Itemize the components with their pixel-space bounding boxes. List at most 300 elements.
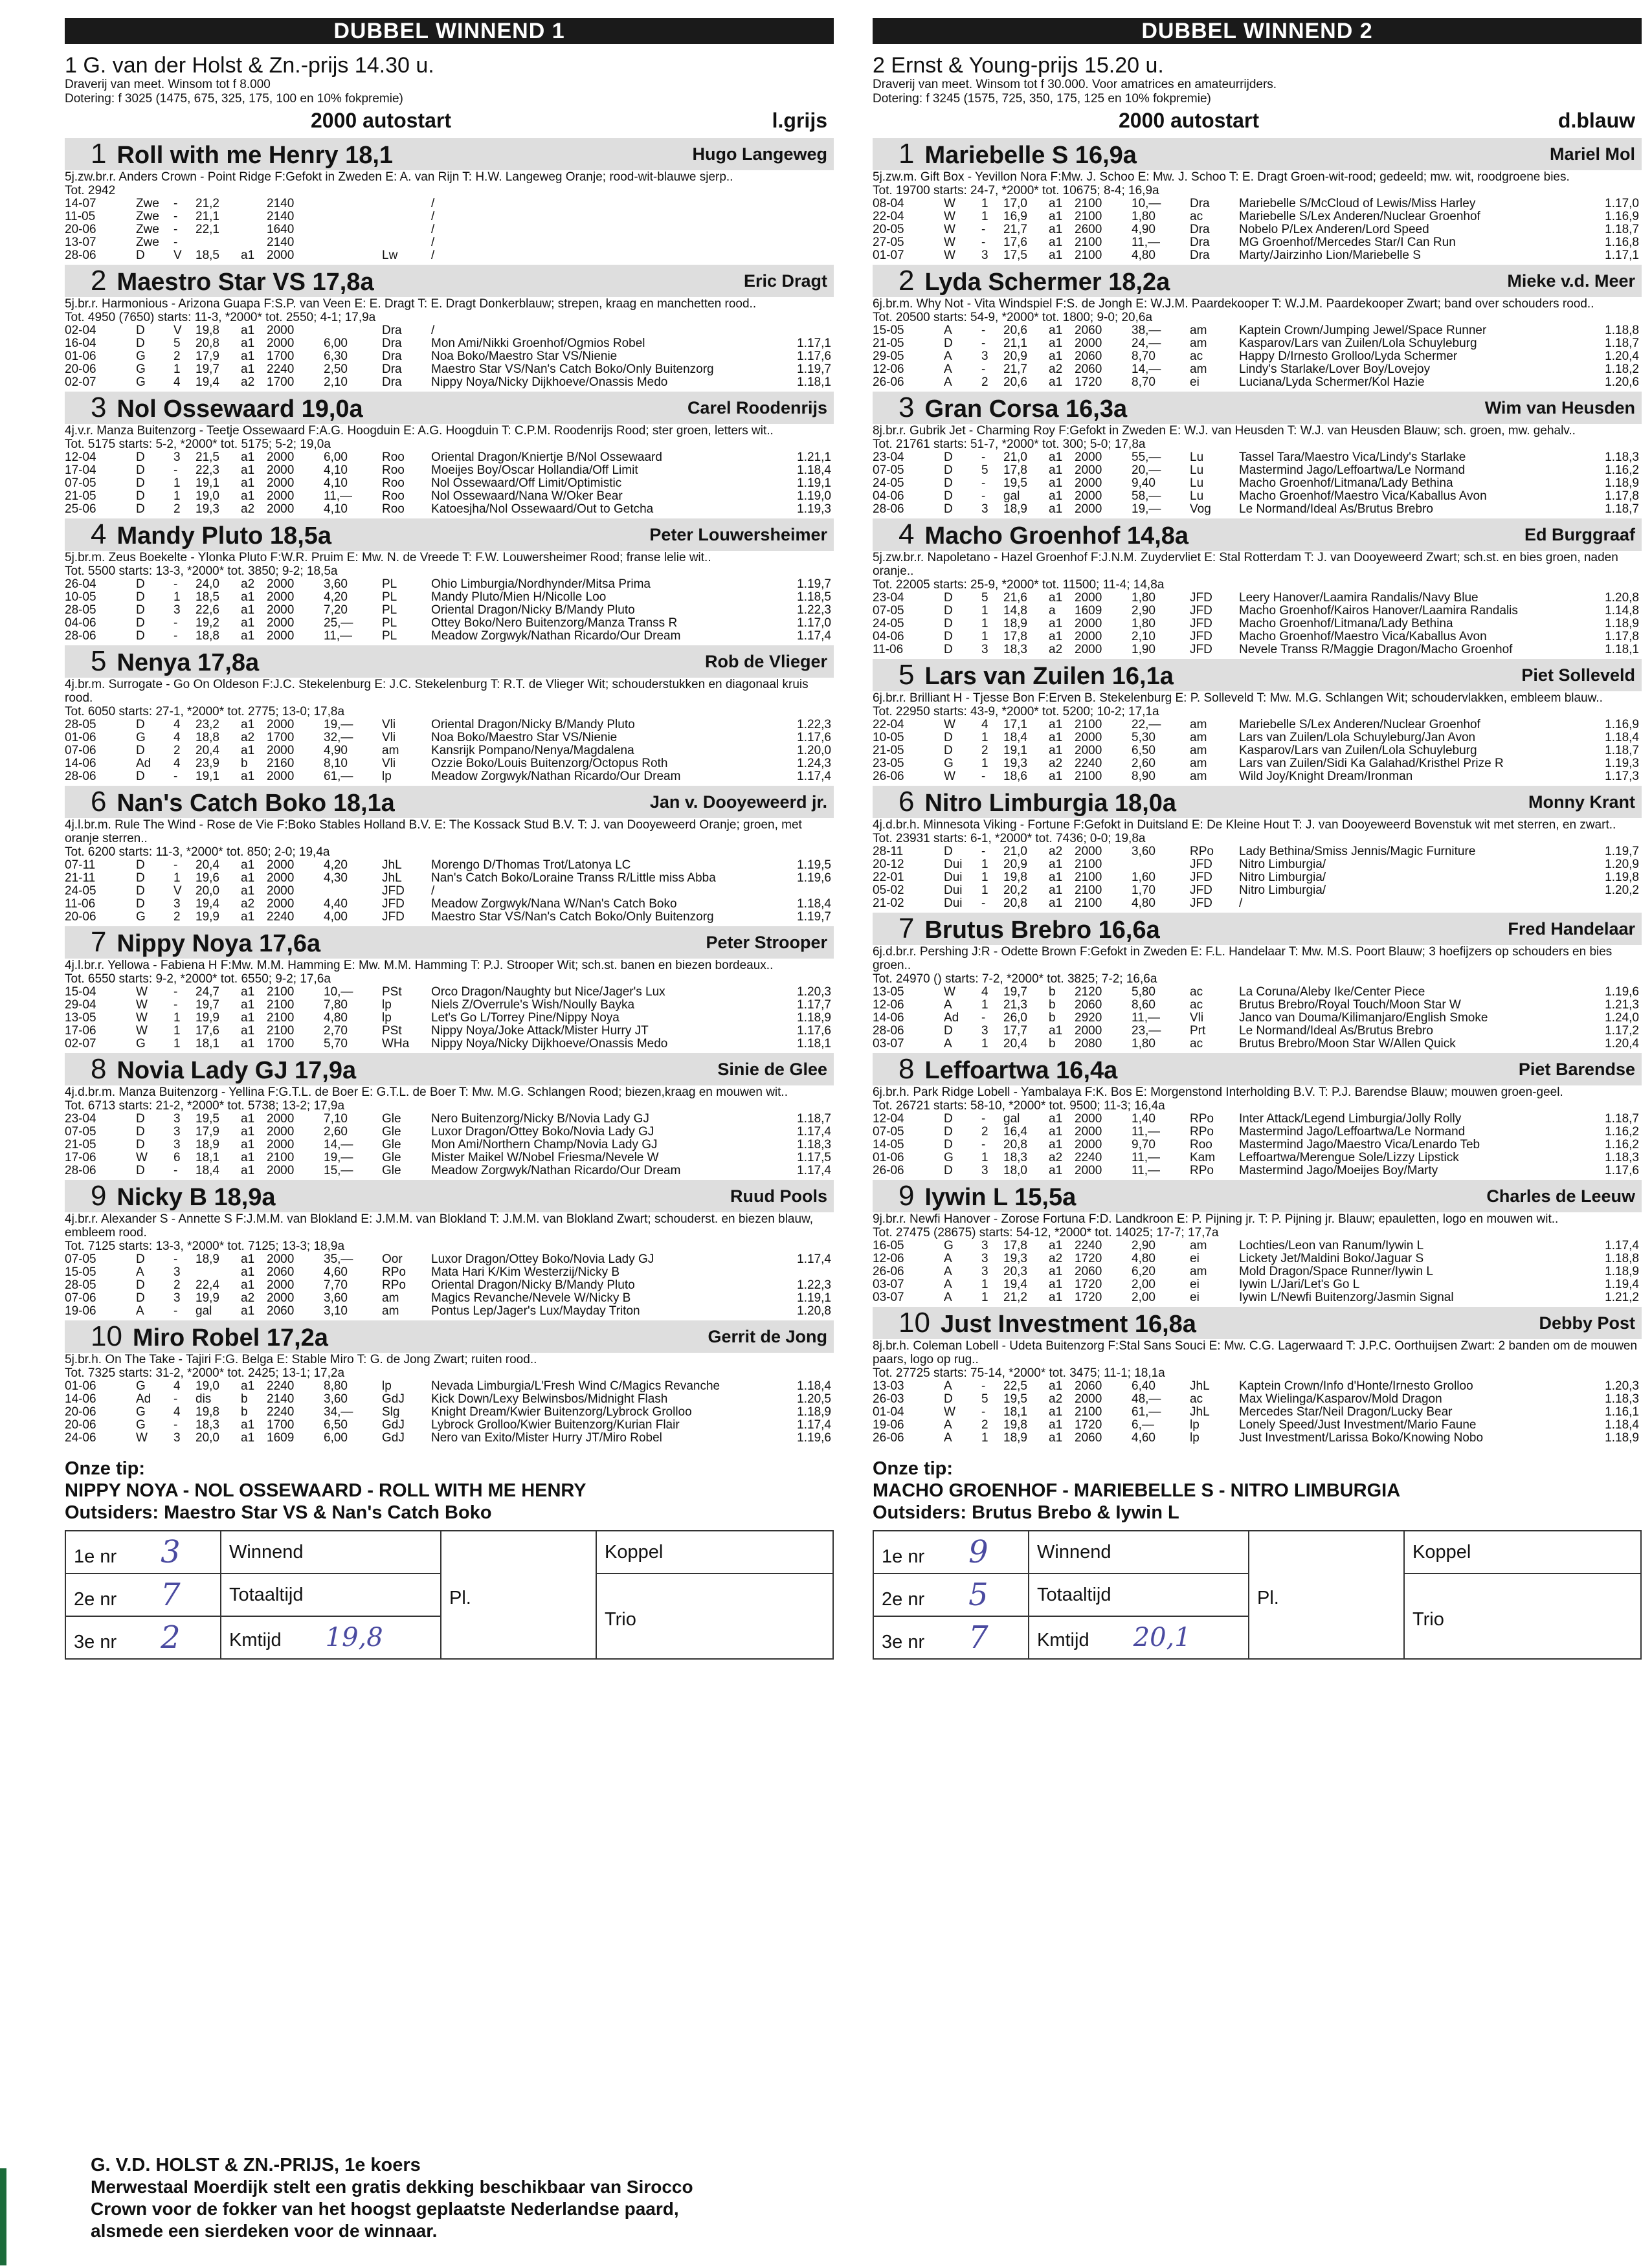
result-cell: Mastermind Jago/Leffoartwa/Le Normand — [1239, 463, 1466, 477]
result-row — [65, 859, 834, 872]
result-cell: PL — [382, 603, 397, 617]
result-cell: 1.18,9 — [1605, 476, 1639, 490]
horse-driver: Ed Burggraaf — [1524, 524, 1635, 544]
result-cell: 17,0 — [1003, 197, 1027, 210]
result-cell: a — [1049, 604, 1056, 617]
result-cell: 6,— — [1132, 1418, 1154, 1432]
form-trio[interactable] — [1404, 1573, 1641, 1659]
result-cell: Dra — [1190, 197, 1210, 210]
result-cell: 23,— — [1132, 1024, 1161, 1038]
result-cell: 16,4 — [1003, 1125, 1027, 1139]
result-cell: PL — [382, 629, 397, 643]
form-row-2[interactable] — [873, 1573, 1029, 1616]
result-cell: 17,8 — [1003, 463, 1027, 477]
edge-marker — [0, 2168, 6, 2265]
result-cell: 1.18,3 — [797, 1138, 831, 1151]
form-totaaltijd[interactable]: Totaaltijd — [1029, 1573, 1249, 1616]
result-cell: 1.18,9 — [1605, 1431, 1639, 1445]
result-cell: Noa Boko/Maestro Star VS/Nienie — [431, 731, 618, 744]
result-cell: 28-06 — [65, 770, 96, 783]
result-cell: 19,8 — [195, 1405, 219, 1419]
result-cell: G — [136, 1405, 146, 1419]
footer-line: Merwestaal Moerdijk stelt een gratis dekking beschikbaar van Sirocco — [91, 2177, 693, 2197]
result-cell: 18,1 — [195, 1151, 219, 1164]
horse-name: Lyda Schermer 18,2a — [924, 269, 1170, 296]
result-cell: A — [944, 350, 952, 363]
result-cell: Roo — [382, 450, 405, 464]
horse-driver: Peter Louwersheimer — [649, 524, 827, 544]
form-totaaltijd[interactable]: Totaaltijd — [221, 1573, 441, 1616]
result-cell: Gle — [382, 1112, 401, 1126]
result-row — [873, 1012, 1642, 1025]
result-cell: 20-06 — [65, 910, 96, 924]
form-row-1[interactable] — [873, 1531, 1029, 1573]
result-cell: 7,80 — [324, 998, 348, 1012]
result-cell: 16-04 — [65, 337, 96, 350]
result-cell: 20,— — [1132, 463, 1161, 477]
result-cell: 6,20 — [1132, 1265, 1155, 1278]
result-cell: 2100 — [1075, 884, 1102, 897]
result-cell: W — [944, 223, 955, 236]
result-cell: 2000 — [1075, 337, 1102, 350]
result-cell: 3 — [173, 1265, 181, 1279]
result-cell: D — [136, 1291, 145, 1305]
result-cell: 2100 — [1075, 858, 1102, 871]
result-cell: 1.17,4 — [1605, 1239, 1639, 1252]
result-cell: 20-06 — [65, 362, 96, 376]
result-cell: D — [136, 1125, 145, 1139]
result-cell: 19,9 — [195, 1291, 219, 1305]
result-cell: 1.18,7 — [1605, 1112, 1639, 1126]
horse-totals: Tot. 5175 starts: 5-2, *2000* tot. 5175; 5-2; 19,0a — [65, 438, 331, 451]
result-cell: b — [1049, 985, 1056, 999]
horse-number: 2 — [91, 265, 107, 296]
result-cell: a1 — [241, 871, 255, 885]
result-cell: a1 — [1049, 1431, 1063, 1445]
result-cell: 1.17,4 — [797, 1252, 831, 1266]
result-cell: am — [1190, 731, 1207, 744]
result-cell: a1 — [241, 1011, 255, 1025]
result-row — [65, 337, 834, 350]
horse-driver: Rob de Vlieger — [704, 651, 827, 671]
result-cell: 2,70 — [324, 1024, 348, 1038]
form-row-3[interactable] — [873, 1616, 1029, 1659]
horse-number: 8 — [899, 1053, 915, 1085]
result-row — [65, 249, 834, 262]
result-cell: 23,9 — [195, 757, 219, 770]
result-row — [873, 1432, 1642, 1445]
result-cell: 1 — [981, 998, 988, 1012]
result-row — [65, 630, 834, 643]
form-winnend[interactable]: Winnend — [221, 1531, 441, 1573]
result-cell: 1 — [981, 1151, 988, 1164]
result-cell: Lybrock Grolloo/Kwier Buitenzorg/Kurian Flair — [431, 1418, 680, 1432]
result-cell: JFD — [1190, 884, 1212, 897]
result-cell: W — [136, 985, 148, 999]
result-cell: ei — [1190, 1278, 1200, 1291]
result-cell: 1.16,2 — [1605, 463, 1639, 477]
result-cell: 6,30 — [324, 350, 348, 363]
result-cell: 8,90 — [1132, 770, 1155, 783]
result-cell: 22-04 — [873, 718, 904, 731]
result-cell: 23-04 — [873, 450, 904, 464]
result-cell: Luciana/Lyda Schermer/Kol Hazie — [1239, 375, 1425, 389]
result-cell: - — [173, 629, 178, 643]
result-cell: 2100 — [1075, 210, 1102, 223]
result-cell: JFD — [382, 897, 405, 911]
result-cell: 19,9 — [195, 1011, 219, 1025]
result-cell: 11,— — [324, 489, 353, 503]
result-cell: 14-06 — [65, 1392, 96, 1406]
result-cell: Roo — [1190, 1138, 1212, 1151]
horse-totals: Tot. 5500 starts: 13-3, *2000* tot. 3850; 9-2; 18,5a — [65, 564, 338, 578]
horse-driver: Mieke v.d. Meer — [1507, 271, 1635, 291]
result-cell: Nevada Limburgia/L'Fresh Wind C/Magics Revanche — [431, 1379, 720, 1393]
horse-number: 2 — [899, 265, 915, 296]
results-table — [65, 718, 834, 783]
result-row — [65, 1139, 834, 1151]
result-cell: 1 — [981, 604, 988, 617]
result-cell — [195, 236, 241, 249]
result-cell: - — [981, 770, 986, 783]
result-row — [873, 223, 1642, 236]
result-row — [65, 1393, 834, 1406]
result-cell: ac — [1190, 210, 1203, 223]
horse-number: 3 — [899, 392, 915, 423]
result-cell: 8,10 — [324, 757, 348, 770]
result-cell: 1.18,3 — [1605, 1392, 1639, 1406]
horse-name: Novia Lady GJ 17,9a — [117, 1057, 357, 1084]
result-cell: Le Normand/Ideal As/Brutus Brebro — [1239, 1024, 1433, 1038]
result-cell: b — [1049, 1011, 1056, 1025]
form-kmtijd[interactable] — [1029, 1616, 1249, 1659]
result-row — [873, 363, 1642, 376]
result-row — [65, 1253, 834, 1266]
result-cell: 7,70 — [324, 1278, 348, 1292]
result-cell: 3 — [173, 603, 181, 617]
result-cell: Max Wielinga/Kasparov/Mold Dragon — [1239, 1392, 1442, 1406]
horse-header — [65, 392, 834, 424]
result-row — [873, 718, 1642, 731]
horse-pedigree: 5j.br.h. On The Take - Tajiri F:G. Belga E: Stable Miro T: G. de Jong Zwart; ruiten rood.. — [65, 1353, 537, 1366]
result-cell: / — [431, 210, 435, 223]
result-cell — [324, 197, 382, 210]
result-cell: D — [136, 718, 145, 731]
result-cell: a1 — [241, 1151, 255, 1164]
result-cell: 1.19,6 — [797, 1431, 831, 1445]
result-cell: 1.18,7 — [1605, 223, 1639, 236]
result-row — [65, 1419, 834, 1432]
result-cell: a1 — [241, 337, 255, 350]
result-cell: Moeijes Boy/Oscar Hollandia/Off Limit — [431, 463, 638, 477]
result-cell: Dra — [382, 337, 402, 350]
result-cell: 20,2 — [1003, 884, 1027, 897]
result-cell — [776, 1266, 834, 1279]
result-cell: 1720 — [1075, 1252, 1102, 1265]
result-cell: 11,— — [1132, 1011, 1161, 1025]
result-cell: 1.14,8 — [1605, 604, 1639, 617]
result-cell: Mariebelle S/McCloud of Lewis/Miss Harley — [1239, 197, 1476, 210]
result-cell: Roo — [382, 476, 405, 490]
form-winnend[interactable]: Winnend — [1029, 1531, 1249, 1573]
result-row — [873, 744, 1642, 757]
result-cell: 6,40 — [1132, 1379, 1155, 1393]
horse-totals: Tot. 20500 starts: 54-9, *2000* tot. 1800; 9-0; 20,6a — [873, 311, 1153, 324]
result-cell: PL — [382, 616, 397, 630]
result-cell: Lars van Zuilen/Sidi Ka Galahad/Kristhel Prize R — [1239, 757, 1504, 770]
result-cell: 8,60 — [1132, 998, 1155, 1012]
result-cell: 01-04 — [873, 1405, 904, 1419]
result-cell: 19,3 — [1003, 1252, 1027, 1265]
result-cell: Inter Attack/Legend Limburgia/Jolly Rolly — [1239, 1112, 1462, 1126]
result-cell: a1 — [1049, 617, 1063, 630]
result-cell: 12-06 — [873, 362, 904, 376]
result-cell: 5 — [981, 1392, 988, 1406]
result-cell: RPo — [1190, 1125, 1214, 1139]
horse-driver: Charles de Leeuw — [1486, 1186, 1635, 1206]
form-label: 1e nr — [74, 1546, 117, 1567]
result-cell: Dui — [944, 858, 963, 871]
form-row-3[interactable] — [65, 1616, 221, 1659]
result-cell: 21-02 — [873, 896, 904, 910]
result-cell: a1 — [241, 1304, 255, 1318]
form-koppel[interactable]: Koppel — [1404, 1531, 1641, 1573]
result-cell: a1 — [241, 324, 255, 337]
result-cell: 2000 — [267, 858, 295, 872]
result-cell: 17,5 — [1003, 249, 1027, 262]
result-cell: G — [136, 1379, 146, 1393]
result-cell: D — [136, 590, 145, 604]
result-cell: 4 — [981, 718, 988, 731]
horse-header — [65, 1053, 834, 1085]
result-cell: JFD — [1190, 858, 1212, 871]
result-cell: 28-11 — [873, 845, 904, 858]
result-cell: 18,3 — [1003, 1151, 1027, 1164]
result-cell: Ohio Limburgia/Nordhynder/Mitsa Prima — [431, 577, 651, 591]
result-cell: 2060 — [1075, 1379, 1102, 1393]
result-cell: Nobelo P/Lex Anderen/Lord Speed — [1239, 223, 1429, 236]
result-cell: Mercedes Star/Neil Dragon/Lucky Bear — [1239, 1405, 1453, 1419]
result-cell: 4 — [173, 757, 181, 770]
horse-entry — [65, 1320, 834, 1445]
horse-number: 7 — [91, 926, 107, 958]
result-cell: 21,5 — [195, 450, 219, 464]
horse-header — [873, 518, 1642, 551]
result-cell: D — [944, 1125, 953, 1139]
result-cell: 20,8 — [1003, 896, 1027, 910]
result-cell: 20,4 — [195, 744, 219, 757]
form-koppel[interactable]: Koppel — [596, 1531, 833, 1573]
horse-driver: Piet Barendse — [1518, 1059, 1635, 1079]
result-cell: 15-04 — [65, 985, 96, 999]
result-cell: Kaptein Crown/Info d'Honte/Irnesto Grolloo — [1239, 1379, 1473, 1393]
result-cell: Kasparov/Lars van Zuilen/Lola Schuyleburg — [1239, 337, 1477, 350]
result-cell: D — [944, 731, 953, 744]
result-cell: a2 — [241, 731, 255, 744]
result-cell: a1 — [1049, 1239, 1063, 1252]
race-conditions: Draverij van meet. Winsom tot f 30.000. Voor amatrices en amateurrijders. — [873, 78, 1277, 91]
result-cell: 14,— — [1132, 362, 1161, 376]
result-cell: W — [136, 998, 148, 1012]
result-cell: 14,— — [324, 1138, 353, 1151]
result-cell: 17,6 — [1003, 236, 1027, 249]
result-cell: Nippy Noya/Joke Attack/Mister Hurry JT — [431, 1024, 649, 1038]
result-cell: 1.20,0 — [797, 744, 831, 757]
result-cell: - — [173, 577, 178, 591]
result-cell: 01-06 — [873, 1151, 904, 1164]
result-cell: a1 — [1049, 463, 1063, 477]
race-distance: 2000 autostart — [1119, 109, 1259, 132]
result-cell: Nippy Noya/Nicky Dijkhoeve/Onassis Medo — [431, 1037, 668, 1051]
result-cell: 2,50 — [324, 362, 348, 376]
result-cell: - — [981, 845, 986, 858]
result-cell: 19,5 — [195, 1112, 219, 1126]
result-cell: Gle — [382, 1164, 401, 1177]
result-row — [65, 324, 834, 337]
result-cell: G — [944, 757, 954, 770]
result-cell: 2060 — [1075, 324, 1102, 337]
result-cell: Dra — [1190, 236, 1210, 249]
horse-pedigree: 5j.zw.m. Gift Box - Yevillon Nora F:Mw. J. Schoo E: Mw. J. Schoo T: E. Dragt Groen-wit-rood; gedeeld; mw. wit, roodgroene bies. — [873, 170, 1570, 184]
horse-totals: Tot. 24970 () starts: 7-2, *2000* tot. 3825; 7-2; 16,6a — [873, 972, 1157, 986]
form-row-2[interactable] — [65, 1573, 221, 1616]
form-kmtijd-label: Kmtijd — [1037, 1630, 1089, 1651]
handwritten-3: 7 — [968, 1619, 988, 1656]
result-cell: 2000 — [267, 324, 295, 337]
result-row — [873, 999, 1642, 1012]
result-cell: 07-05 — [873, 1125, 904, 1139]
result-cell: a1 — [241, 910, 255, 924]
result-cell: 4,00 — [324, 910, 348, 924]
result-cell: 48,— — [1132, 1392, 1161, 1406]
result-cell: 2060 — [1075, 1265, 1102, 1278]
horse-header — [65, 518, 834, 551]
result-cell: - — [173, 1392, 178, 1406]
result-cell: a2 — [1049, 643, 1063, 656]
result-cell: 17,9 — [195, 1125, 219, 1139]
result-cell: 20,0 — [195, 884, 219, 898]
result-cell: 03-07 — [873, 1291, 904, 1304]
result-cell: 1.17,6 — [797, 350, 831, 363]
result-cell: 2000 — [1075, 845, 1102, 858]
result-cell: 26-06 — [873, 375, 904, 389]
result-cell: Morengo D/Thomas Trot/Latonya LC — [431, 858, 631, 872]
result-cell: 04-06 — [873, 630, 904, 643]
results-table — [65, 1253, 834, 1318]
result-cell: / — [431, 223, 435, 236]
form-kmtijd[interactable] — [221, 1616, 441, 1659]
result-cell: a1 — [1049, 489, 1063, 503]
result-cell: A — [944, 998, 952, 1012]
result-cell: Nitro Limburgia/ — [1239, 858, 1326, 871]
result-cell: a1 — [1049, 1405, 1063, 1419]
result-cell: 1700 — [267, 1037, 295, 1051]
horse-name: Nenya 17,8a — [117, 649, 260, 676]
result-row — [65, 885, 834, 898]
result-cell: 20,4 — [195, 858, 219, 872]
result-cell: Gle — [382, 1138, 401, 1151]
form-label: 3e nr — [882, 1632, 925, 1652]
horse-list — [873, 138, 1642, 1445]
result-cell: lp — [382, 770, 392, 783]
result-cell: 1.17,5 — [797, 1151, 831, 1164]
result-cell: 1 — [173, 362, 181, 376]
result-cell: D — [136, 324, 145, 337]
horse-driver: Ruud Pools — [730, 1186, 827, 1206]
horse-number: 6 — [899, 786, 915, 817]
result-cell: a1 — [241, 718, 255, 731]
result-cell: D — [136, 450, 145, 464]
result-cell: 1.21,3 — [1605, 998, 1639, 1012]
horse-header — [65, 645, 834, 678]
result-cell: 2,90 — [1132, 1239, 1155, 1252]
result-row — [873, 236, 1642, 249]
horse-pedigree: 5j.zw.br.r. Napoletano - Hazel Groenhof F:J.N.M. Zuydervliet E: Stal Rotterdam T: J. van Dooyeweerd Zwart; sch.st. en bies groen, naden oranje.. — [873, 551, 1618, 578]
result-cell: a1 — [1049, 1024, 1063, 1038]
result-cell: 4,20 — [324, 858, 348, 872]
result-cell: 01-06 — [65, 1379, 96, 1393]
result-row — [873, 1406, 1642, 1419]
footer-line: Crown voor de fokker van het hoogst geplaatste Nederlandse paard, — [91, 2199, 679, 2219]
result-cell: 2100 — [1075, 236, 1102, 249]
result-cell: 11,— — [1132, 1164, 1161, 1177]
result-cell: 3 — [981, 249, 988, 262]
result-cell: a1 — [241, 1252, 255, 1266]
form-trio[interactable] — [596, 1573, 833, 1659]
result-cell: 1,40 — [1132, 1112, 1155, 1126]
result-cell: 1.17,4 — [797, 1418, 831, 1432]
result-cell: 1.20,8 — [797, 1304, 831, 1318]
horse-name: Just Investment 16,8a — [940, 1311, 1196, 1338]
result-cell: 2060 — [1075, 350, 1102, 363]
result-cell: Kasparov/Lars van Zuilen/Lola Schuyleburg — [1239, 744, 1477, 757]
result-cell: 9,70 — [1132, 1138, 1155, 1151]
form-pl[interactable] — [1249, 1531, 1404, 1659]
result-cell: a1 — [241, 249, 255, 262]
result-row — [873, 986, 1642, 999]
result-cell: Prt — [1190, 1024, 1206, 1038]
result-cell: 2140 — [267, 210, 295, 223]
result-row — [873, 1393, 1642, 1406]
result-cell: 21,3 — [1003, 998, 1027, 1012]
result-cell: ac — [1190, 1392, 1203, 1406]
race-header: DUBBEL WINNEND 1 — [65, 18, 834, 44]
result-cell: b — [241, 1405, 248, 1419]
result-cell: 18,5 — [195, 590, 219, 604]
result-cell: 2,60 — [324, 1125, 348, 1139]
result-cell: a1 — [1049, 236, 1063, 249]
horse-header — [873, 659, 1642, 691]
result-cell: 1 — [981, 1037, 988, 1051]
result-cell — [241, 210, 267, 223]
result-cell: 2,60 — [1132, 757, 1155, 770]
result-cell: 1.17,7 — [797, 998, 831, 1012]
result-cell — [324, 236, 382, 249]
result-cell: 23-04 — [65, 1112, 96, 1126]
result-cell: 29-05 — [873, 350, 904, 363]
form-pl[interactable] — [441, 1531, 596, 1659]
result-cell: - — [981, 1405, 986, 1419]
result-cell: 1 — [981, 731, 988, 744]
result-cell: 1,80 — [1132, 591, 1155, 605]
result-cell: 1.17,0 — [1605, 197, 1639, 210]
form-row-1[interactable] — [65, 1531, 221, 1573]
result-cell: 1.18,4 — [797, 897, 831, 911]
horse-pedigree: 4j.br.m. Surrogate - Go On Oldeson F:J.C. Stekelenburg E: J.C. Stekelenburg T: R.T. de Vlieger Wit; schouderstukken en diagonaal kruis rood. — [65, 678, 809, 705]
result-cell: 3,60 — [324, 1392, 348, 1406]
horse-pedigree: 6j.br.h. Park Ridge Lobell - Yambalaya F:K. Bos E: Morgenstond Interholding B.V. T: P.J. Barendse Blauw; mouwen groen-geel. — [873, 1085, 1563, 1099]
result-cell: 3,60 — [1132, 845, 1155, 858]
